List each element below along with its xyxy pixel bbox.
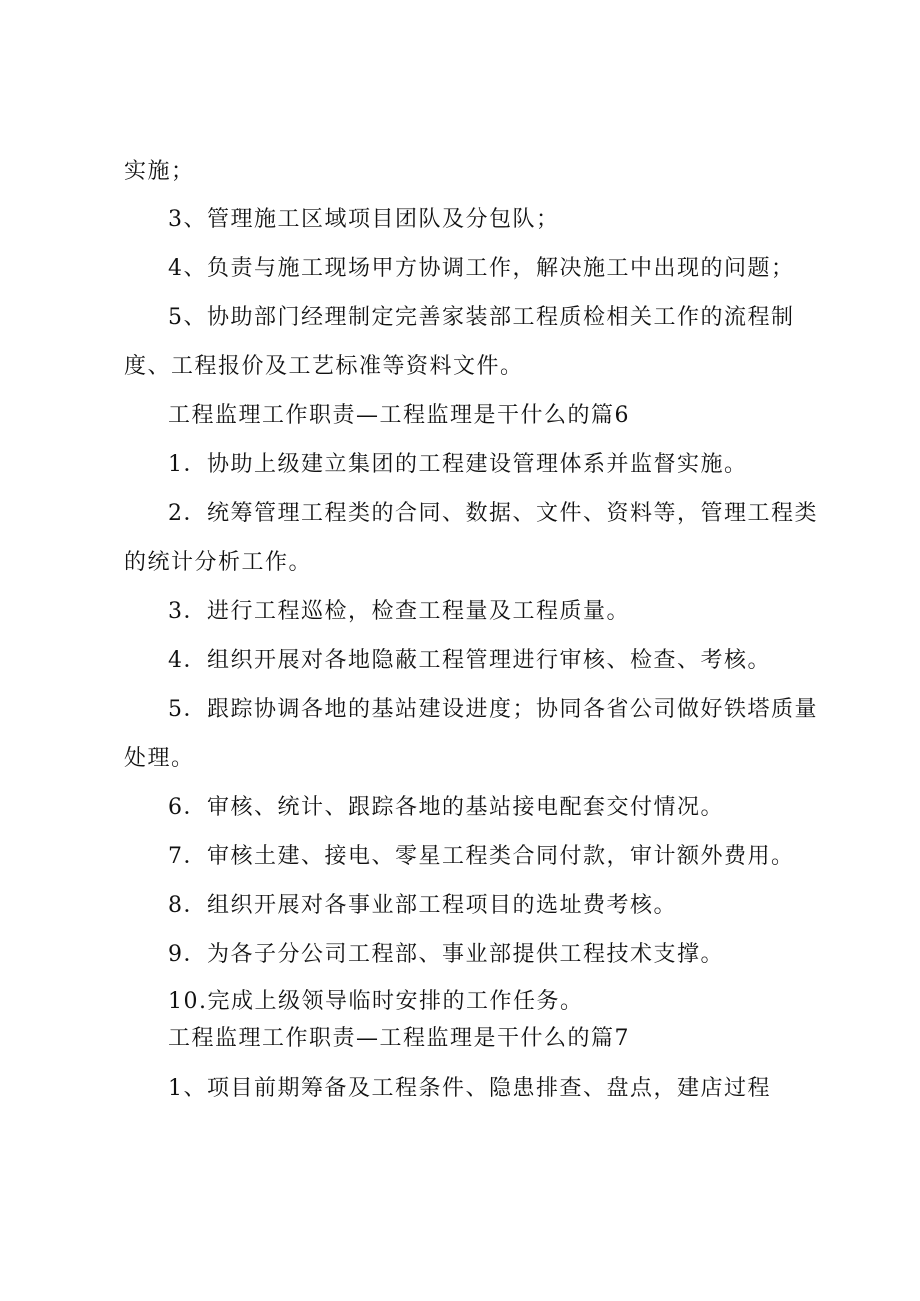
section-heading-6: 工程监理工作职责—工程监理是干什么的篇6	[168, 403, 630, 428]
numbered-item-4: 4．组织开展对各地隐蔽工程管理进行审核、检查、考核。	[168, 648, 771, 673]
numbered-item-2: 2．统筹管理工程类的合同、数据、文件、资料等，管理工程类	[168, 501, 818, 526]
numbered-item-2-continuation: 的统计分析工作。	[124, 550, 313, 575]
list-item-1: 1、项目前期筹备及工程条件、隐患排查、盘点，建店过程	[168, 1076, 771, 1101]
text-line-continuation: 实施；	[124, 159, 195, 184]
numbered-item-7: 7．审核土建、接电、零星工程类合同付款，审计额外费用。	[168, 844, 795, 869]
list-item-5: 5、协助部门经理制定完善家装部工程质检相关工作的流程制	[168, 305, 795, 330]
numbered-item-1: 1．协助上级建立集团的工程建设管理体系并监督实施。	[168, 452, 748, 477]
numbered-item-6: 6．审核、统计、跟踪各地的基站接电配套交付情况。	[168, 795, 724, 820]
numbered-item-3: 3．进行工程巡检，检查工程量及工程质量。	[168, 599, 630, 624]
list-item-4: 4、负责与施工现场甲方协调工作，解决施工中出现的问题；	[168, 256, 795, 281]
numbered-item-9: 9．为各子分公司工程部、事业部提供工程技术支撑。	[168, 942, 724, 967]
numbered-item-5-continuation: 处理。	[124, 746, 195, 771]
numbered-item-5: 5．跟踪协调各地的基站建设进度；协同各省公司做好铁塔质量	[168, 697, 818, 722]
list-item-5-continuation: 度、工程报价及工艺标准等资料文件。	[124, 354, 524, 379]
section-heading-7: 工程监理工作职责—工程监理是干什么的篇7	[168, 1026, 630, 1051]
numbered-item-10: 10.完成上级领导临时安排的工作任务。	[168, 989, 584, 1014]
numbered-item-8: 8．组织开展对各事业部工程项目的选址费考核。	[168, 893, 677, 918]
list-item-3: 3、管理施工区域项目团队及分包队；	[168, 207, 560, 232]
